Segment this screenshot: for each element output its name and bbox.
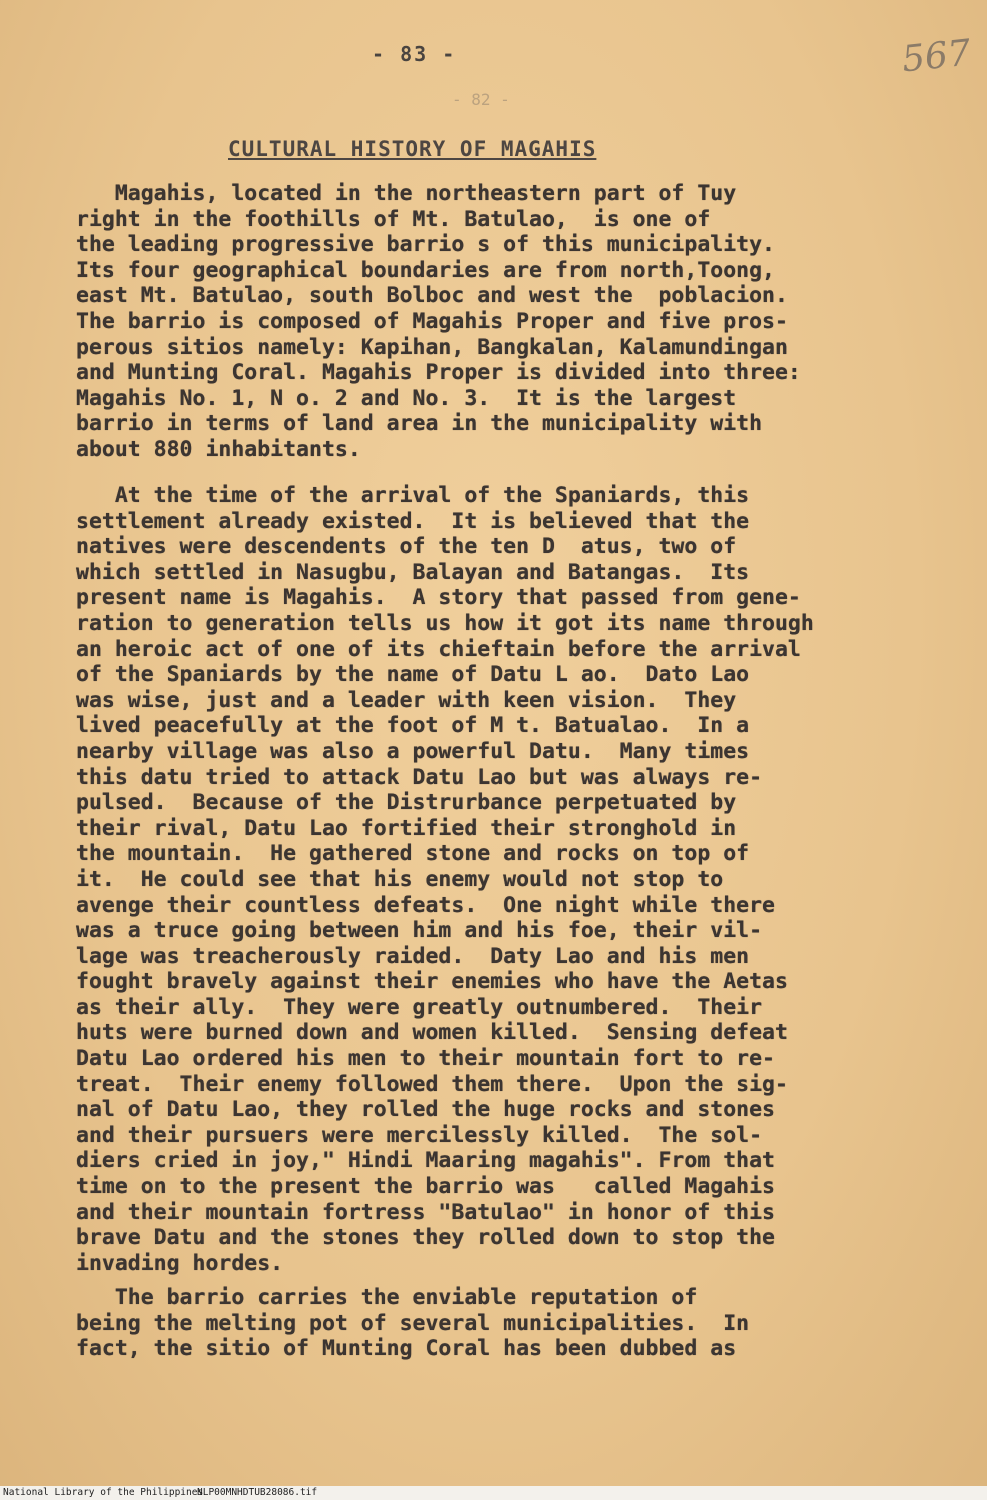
page-number: - 83 - (372, 42, 457, 66)
footer-file-id: NLP00MNHDTUB28086.tif (197, 1487, 318, 1498)
scan-footer (0, 1486, 987, 1500)
footer-institution: National Library of the Philippines (3, 1487, 204, 1498)
document-title: CULTURAL HISTORY OF MAGAHIS (228, 137, 597, 161)
paragraph-2: At the time of the arrival of the Spaniards, this settlement already existed. It is believed that the natives were descendents of the ten D atus, two of which settled in Nasugbu, Balayan and Batangas. Its present name is Magahis. A story that passed from gene- ration to generation tells us how it got its name through an heroic act of one of its chieftain before the arrival of the Spaniards by the name of Datu L ao. Dato Lao was wise, just and a leader with keen vision. They lived peacefully at the foot of M t. Batualao. In a nearby village was also a powerful Datu. Many times this datu tried to attack Datu Lao but was always re- pulsed. Because of the Distrurbance perpetuated by their rival, Datu Lao fortified their stronghold in the mountain. He gathered stone and rocks on top of it. He could see that his enemy would not stop to avenge their countless defeats. One night while there was a truce going between him and his foe, their vil- lage was treacherously raided. Daty Lao and his men fought bravely against their enemies who have the Aetas as their ally. They were greatly outnumbered. Their huts were burned down and women killed. Sensing defeat Datu Lao ordered his men to their mountain fort to re- treat. Their enemy followed them there. Upon the sig- nal of Datu Lao, they rolled the huge rocks and stones and their pursuers were mercilessly killed. The sol- diers cried in joy," Hindi Maaring magahis". From that time on to the present the barrio was called Magahis and their mountain fortress "Batulao" in honor of this brave Datu and the stones they rolled down to stop the invading hordes. (76, 483, 814, 1276)
bleed-through-page-number: - 82 - (452, 90, 510, 109)
paragraph-3: The barrio carries the enviable reputation of being the melting pot of several municipalities. In fact, the sitio of Munting Coral has been dubbed as (76, 1285, 750, 1362)
paragraph-1: Magahis, located in the northeastern part of Tuy right in the foothills of Mt. Batulao, is one of the leading progressive barrio s of this municipality. Its four geographical boundaries are from north,Toong, east Mt. Batulao, south Bolboc and west the poblacion. The barrio is composed of Magahis Proper and five pros- perous sitios namely: Kapihan, Bangkalan, Kalamundingan and Munting Coral. Magahis Proper is divided into three: Magahis No. 1, N o. 2 and No. 3. It is the largest barrio in terms of land area in the municipality with about 880 inhabitants. (76, 181, 801, 462)
archive-page-number: 567 (900, 32, 973, 81)
